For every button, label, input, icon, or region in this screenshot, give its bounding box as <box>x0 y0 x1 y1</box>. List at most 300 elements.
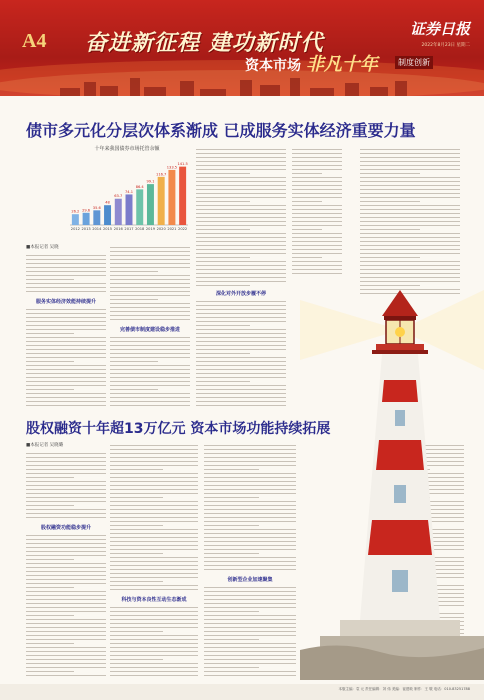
text-line <box>196 265 286 266</box>
text-line <box>110 473 198 474</box>
text-line <box>204 473 296 474</box>
text-line <box>204 541 296 542</box>
text-line <box>110 585 198 586</box>
text-line <box>26 477 74 478</box>
article1-text-col1a <box>26 252 106 294</box>
text-line <box>26 671 74 672</box>
text-line <box>196 237 286 238</box>
text-line <box>292 217 342 218</box>
bond-balance-chart <box>62 145 192 240</box>
text-line <box>204 457 296 458</box>
text-line <box>360 225 460 226</box>
text-line <box>360 229 420 230</box>
text-line <box>110 349 190 350</box>
text-line <box>204 615 296 616</box>
text-line <box>196 169 286 170</box>
x-tick-label: 2019 <box>145 227 156 231</box>
text-line <box>196 385 286 386</box>
article1-text-col3b <box>196 298 286 406</box>
text-line <box>110 533 198 534</box>
x-tick-label: 2012 <box>70 227 80 231</box>
text-line <box>292 253 342 254</box>
text-line <box>292 157 342 158</box>
text-line <box>196 161 286 162</box>
article2-subhead-2: 科技与资本良性互动生态渐成 <box>121 597 187 603</box>
text-line <box>360 209 460 210</box>
text-line <box>360 233 460 234</box>
text-line <box>360 197 460 198</box>
text-line <box>204 603 296 604</box>
text-line <box>360 169 460 170</box>
header-slogan: 奋进新征程 建功新时代 <box>85 31 324 56</box>
text-line <box>110 529 198 530</box>
text-line <box>110 337 190 338</box>
text-line <box>204 647 296 648</box>
text-line <box>360 189 460 190</box>
text-line <box>360 213 460 214</box>
text-line <box>110 581 163 582</box>
text-line <box>110 319 190 320</box>
text-line <box>26 397 106 398</box>
text-line <box>196 389 286 390</box>
bar-value-label: 116.7 <box>156 172 167 177</box>
text-line <box>110 517 198 518</box>
text-line <box>292 261 342 262</box>
text-line <box>110 639 198 640</box>
text-line <box>196 353 250 354</box>
text-line <box>196 377 286 378</box>
text-line <box>110 365 190 366</box>
text-line <box>110 307 190 308</box>
text-line <box>292 245 342 246</box>
text-line <box>110 341 190 342</box>
text-line <box>204 619 296 620</box>
text-line <box>26 559 74 560</box>
article2-subhead-3: 创新型企业加速聚集 <box>227 577 273 583</box>
text-line <box>360 185 460 186</box>
text-line <box>204 497 259 498</box>
text-line <box>204 643 296 644</box>
text-line <box>26 603 106 604</box>
text-line <box>26 405 106 406</box>
text-line <box>110 385 190 386</box>
text-line <box>26 513 106 514</box>
text-line <box>360 221 460 222</box>
text-line <box>110 631 163 632</box>
text-line <box>360 281 460 282</box>
text-line <box>110 537 198 538</box>
article1-subhead-3: 深化对外开放步履不停 <box>215 291 266 297</box>
x-tick-label: 2021 <box>167 227 177 231</box>
text-line <box>26 263 106 264</box>
text-line <box>26 587 74 588</box>
text-line <box>110 271 158 272</box>
bar-chart-svg <box>62 145 192 240</box>
text-line <box>196 157 286 158</box>
text-line <box>204 525 259 526</box>
chart-bar <box>72 214 79 225</box>
text-line <box>26 535 106 536</box>
chart-bar <box>126 194 133 225</box>
text-line <box>26 497 106 498</box>
text-line <box>110 373 190 374</box>
text-line <box>110 501 198 502</box>
text-line <box>26 401 106 402</box>
text-line <box>196 393 286 394</box>
x-tick-label: 2017 <box>124 227 134 231</box>
text-line <box>110 557 198 558</box>
text-line <box>292 153 342 154</box>
text-line <box>204 607 296 608</box>
text-line <box>110 651 198 652</box>
text-line <box>292 229 322 230</box>
text-line <box>110 295 190 296</box>
text-line <box>110 377 190 378</box>
chart-bar <box>136 189 143 225</box>
text-line <box>110 561 198 562</box>
text-line <box>196 369 286 370</box>
text-line <box>26 551 106 552</box>
page-number: A4 <box>22 30 47 52</box>
text-line <box>26 349 106 350</box>
text-line <box>196 317 286 318</box>
text-line <box>196 277 286 278</box>
text-line <box>110 353 190 354</box>
bar-value-label: 99.1 <box>146 179 155 184</box>
text-line <box>204 671 296 672</box>
text-line <box>292 221 342 222</box>
text-line <box>204 489 296 490</box>
text-line <box>110 287 190 288</box>
text-line <box>110 521 198 522</box>
text-line <box>26 611 106 612</box>
text-line <box>110 311 190 312</box>
text-line <box>196 253 286 254</box>
text-line <box>26 271 106 272</box>
text-line <box>110 397 190 398</box>
lighthouse-icon <box>300 290 484 680</box>
bar-value-label: 29.6 <box>82 208 91 213</box>
text-line <box>360 177 460 178</box>
text-line <box>196 149 286 150</box>
text-line <box>204 477 296 478</box>
text-line <box>204 599 296 600</box>
text-line <box>196 301 286 302</box>
text-line <box>110 345 190 346</box>
text-line <box>26 647 106 648</box>
text-line <box>196 261 286 262</box>
text-line <box>26 575 106 576</box>
text-line <box>196 201 250 202</box>
text-line <box>110 675 198 676</box>
text-line <box>110 611 198 612</box>
article1-text-col4 <box>292 146 342 276</box>
text-line <box>204 533 296 534</box>
text-line <box>196 249 286 250</box>
text-line <box>292 185 342 186</box>
text-line <box>110 589 198 590</box>
newspaper-logo: 证券日报 <box>409 20 470 38</box>
chart-bar <box>115 199 122 225</box>
text-line <box>292 169 342 170</box>
text-line <box>110 477 198 478</box>
text-line <box>26 259 106 260</box>
text-line <box>110 401 190 402</box>
text-line <box>26 599 106 600</box>
text-line <box>204 635 296 636</box>
text-line <box>292 193 342 194</box>
text-line <box>26 325 106 326</box>
text-line <box>26 465 106 466</box>
text-line <box>196 361 286 362</box>
text-line <box>204 449 296 450</box>
text-line <box>196 333 286 334</box>
text-line <box>204 513 296 514</box>
text-line <box>360 285 420 286</box>
text-line <box>110 509 198 510</box>
article2-text-col3a <box>204 442 296 572</box>
x-tick-label: 2014 <box>92 227 102 231</box>
text-line <box>196 233 286 234</box>
text-line <box>110 299 158 300</box>
bar-value-label: 141.5 <box>177 162 188 167</box>
text-line <box>26 539 106 540</box>
text-line <box>26 473 106 474</box>
text-line <box>196 349 286 350</box>
text-line <box>204 557 296 558</box>
text-line <box>196 197 286 198</box>
text-line <box>110 565 198 566</box>
text-line <box>360 257 420 258</box>
text-line <box>110 497 163 498</box>
text-line <box>292 161 342 162</box>
skyline-decoration <box>60 78 420 96</box>
column-title-deco: 非凡十年 <box>305 54 378 75</box>
text-line <box>110 505 198 506</box>
text-line <box>26 627 106 628</box>
text-line <box>204 565 296 566</box>
text-line <box>360 161 460 162</box>
text-line <box>110 457 198 458</box>
text-line <box>360 193 460 194</box>
text-line <box>110 493 198 494</box>
text-line <box>26 643 74 644</box>
text-line <box>360 153 460 154</box>
article1-text-col2a <box>110 244 190 322</box>
text-line <box>26 481 106 482</box>
text-line <box>110 469 163 470</box>
chart-bar <box>179 167 186 225</box>
text-line <box>196 397 286 398</box>
text-line <box>292 237 342 238</box>
text-line <box>204 537 296 538</box>
text-line <box>110 381 190 382</box>
issue-date: 2022年8月23日 星期二 <box>421 43 470 48</box>
text-line <box>196 405 286 406</box>
text-line <box>110 667 198 668</box>
text-line <box>360 165 460 166</box>
text-line <box>26 267 106 268</box>
text-line <box>204 481 296 482</box>
text-line <box>204 549 296 550</box>
text-line <box>26 667 106 668</box>
chart-title: 十年来我国债券市场托管余额 <box>94 146 160 152</box>
text-line <box>26 337 106 338</box>
text-line <box>292 225 342 226</box>
text-line <box>26 317 106 318</box>
text-line <box>292 177 342 178</box>
text-line <box>196 229 250 230</box>
text-line <box>204 501 296 502</box>
text-line <box>26 509 106 510</box>
page-header <box>0 0 484 96</box>
text-line <box>110 481 198 482</box>
text-line <box>26 345 106 346</box>
text-line <box>196 189 286 190</box>
text-line <box>110 275 190 276</box>
text-line <box>110 279 190 280</box>
text-line <box>292 265 342 266</box>
text-line <box>110 489 198 490</box>
text-line <box>196 321 286 322</box>
text-line <box>110 263 190 264</box>
text-line <box>196 241 286 242</box>
x-tick-label: 2020 <box>156 227 166 231</box>
text-line <box>292 189 342 190</box>
text-line <box>360 241 460 242</box>
text-line <box>204 659 296 660</box>
text-line <box>26 675 106 676</box>
text-line <box>110 255 190 256</box>
text-line <box>26 313 106 314</box>
text-line <box>292 273 342 274</box>
text-line <box>110 369 190 370</box>
text-line <box>196 213 286 214</box>
text-line <box>110 553 163 554</box>
text-line <box>26 485 106 486</box>
text-line <box>204 521 296 522</box>
article2-subhead-1: 股权融资功能稳步提升 <box>40 525 91 531</box>
article1-text-col3a <box>196 146 286 286</box>
column-subtitle: 制度创新 <box>395 56 433 69</box>
text-line <box>204 505 296 506</box>
text-line <box>196 245 286 246</box>
text-line <box>110 655 198 656</box>
bar-value-label: 133.5 <box>166 165 178 170</box>
text-line <box>196 181 286 182</box>
text-line <box>292 149 342 150</box>
article2-text-col1b <box>26 532 106 677</box>
text-line <box>110 405 190 406</box>
text-line <box>26 287 106 288</box>
text-line <box>110 647 198 648</box>
text-line <box>196 193 286 194</box>
article1-author: ■本报记者 吴晓 <box>26 245 59 250</box>
article2-text-col3b <box>204 584 296 677</box>
text-line <box>196 357 286 358</box>
text-line <box>204 591 296 592</box>
x-tick-label: 2022 <box>178 227 188 231</box>
text-line <box>110 615 198 616</box>
text-line <box>26 377 106 378</box>
text-line <box>196 337 286 338</box>
text-line <box>360 277 460 278</box>
text-line <box>196 209 286 210</box>
text-line <box>204 663 296 664</box>
text-line <box>196 309 286 310</box>
text-line <box>110 619 198 620</box>
chart-bar <box>147 184 154 225</box>
text-line <box>26 255 106 256</box>
text-line <box>196 401 286 402</box>
text-line <box>26 469 106 470</box>
text-line <box>26 501 106 502</box>
text-line <box>196 217 286 218</box>
text-line <box>26 547 106 548</box>
text-line <box>26 659 106 660</box>
text-line <box>26 341 106 342</box>
text-line <box>26 555 106 556</box>
article1-subhead-1: 服务实体经济效能持续提升 <box>35 299 96 305</box>
text-line <box>292 233 342 234</box>
text-line <box>204 561 296 562</box>
text-line <box>26 309 106 310</box>
text-line <box>26 373 106 374</box>
text-line <box>292 213 342 214</box>
text-line <box>292 197 342 198</box>
text-line <box>292 209 342 210</box>
text-line <box>26 275 106 276</box>
text-line <box>292 201 322 202</box>
chart-bar <box>93 210 100 225</box>
text-line <box>196 221 286 222</box>
text-line <box>110 569 198 570</box>
text-line <box>26 631 106 632</box>
footer-meta: 本版主编：袁 元 责任编辑：刘 伟 美编：崔建岐 制作：王 敬 电话：010-83251788 <box>338 687 470 691</box>
text-line <box>26 461 106 462</box>
text-line <box>360 273 460 274</box>
text-line <box>26 493 106 494</box>
article2-text-col1a <box>26 450 106 520</box>
article1-text-col2b <box>110 334 190 406</box>
text-line <box>204 461 296 462</box>
article1-headline: 债市多元化分层次体系渐成 已成服务实体经济重要力量 <box>26 121 416 140</box>
x-tick-label: 2016 <box>113 227 123 231</box>
text-line <box>196 205 286 206</box>
page-footer <box>0 684 484 700</box>
text-line <box>26 453 106 454</box>
text-line <box>110 623 198 624</box>
text-line <box>204 587 296 588</box>
bar-value-label: 74.1 <box>124 189 134 194</box>
text-line <box>292 249 342 250</box>
text-line <box>26 517 106 518</box>
text-line <box>26 651 106 652</box>
text-line <box>196 177 286 178</box>
text-line <box>26 567 106 568</box>
article1-subhead-2: 完善债市制度建设稳步推进 <box>119 327 180 333</box>
text-line <box>26 543 106 544</box>
text-line <box>204 667 259 668</box>
article2-author: ■本报记者 吴晓璐 <box>26 443 64 448</box>
text-line <box>292 241 342 242</box>
text-line <box>26 333 74 334</box>
text-line <box>204 651 296 652</box>
article1-text-col1b <box>26 306 106 406</box>
text-line <box>26 381 106 382</box>
text-line <box>26 563 106 564</box>
text-line <box>110 541 198 542</box>
